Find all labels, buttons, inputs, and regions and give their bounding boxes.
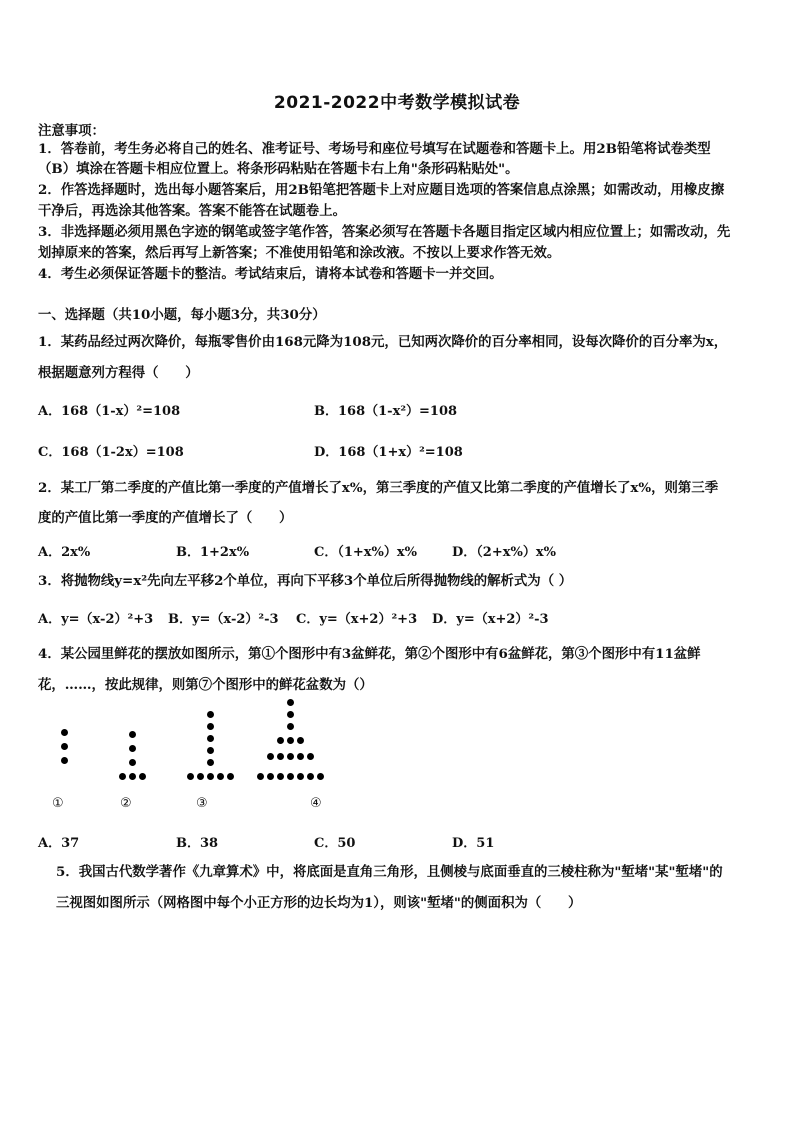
option-b: B．38 <box>176 836 219 851</box>
figure-label: ② <box>120 796 132 811</box>
flower-dot <box>267 773 274 780</box>
option-b: B．y=（x-2）²-3 <box>168 612 279 627</box>
flower-dot <box>277 773 284 780</box>
notes-line: 3．非选择题必须用黑色字迹的钢笔或签字笔作答，答案必须写在答题卡各题目指定区域内相应位置上；如需改动，先 <box>38 224 731 240</box>
flower-dot <box>129 731 136 738</box>
flower-dot <box>267 753 274 760</box>
flower-dot <box>207 759 214 766</box>
figure-label: ④ <box>310 796 322 811</box>
notes-line: 划掉原来的答案，然后再写上新答案；不准使用铅笔和涂改液。不按以上要求作答无效。 <box>38 245 561 261</box>
notes-line: 2．作答选择题时，选出每小题答案后，用2B铅笔把答题卡上对应题目选项的答案信息点涂黑；如需改动，用橡皮擦 <box>38 182 725 198</box>
flower-dot <box>217 773 224 780</box>
flower-dot <box>297 773 304 780</box>
notes-line: 4．考生必须保证答题卡的整洁。考试结束后，请将本试卷和答题卡一并交回。 <box>38 266 503 282</box>
flower-dot <box>297 737 304 744</box>
flower-dot <box>207 723 214 730</box>
flower-dot <box>139 773 146 780</box>
notes-line: （B）填涂在答题卡相应位置上。将条形码粘贴在答题卡右上角"条形码粘贴处"。 <box>38 161 519 177</box>
option-a: A．y=（x-2）²+3 <box>38 612 154 627</box>
page-title: 2021-2022中考数学模拟试卷 <box>273 93 521 113</box>
flower-dot <box>277 737 284 744</box>
flower-dot <box>119 773 126 780</box>
flower-dot <box>287 711 294 718</box>
option-d: D．168（1+x）²=108 <box>314 445 463 460</box>
question-text: 4．某公园里鲜花的摆放如图所示，第①个图形中有3盆鲜花，第②个图形中有6盆鲜花，第③个图形中有11盆鲜 <box>38 646 701 662</box>
flower-dot <box>317 773 324 780</box>
flower-dot <box>207 773 214 780</box>
flower-dot <box>287 699 294 706</box>
question-text: 根据题意列方程得（ ） <box>38 365 199 381</box>
option-c: C．y=（x+2）²+3 <box>296 612 418 627</box>
flower-dot <box>61 729 68 736</box>
flower-dot <box>307 753 314 760</box>
question-text: 度的产值比第一季度的产值增长了（ ） <box>38 510 293 526</box>
notes-heading: 注意事项： <box>38 123 105 139</box>
option-a: A．2x% <box>38 545 91 560</box>
flower-dot <box>207 711 214 718</box>
question-text: 1．某药品经过两次降价，每瓶零售价由168元降为108元，已知两次降价的百分率相同，设每次降价的百分率为x， <box>38 334 728 350</box>
flower-dot <box>287 773 294 780</box>
option-a: A．168（1-x）²=108 <box>38 404 181 419</box>
flower-dot <box>197 773 204 780</box>
option-c: C．50 <box>314 836 356 851</box>
question-text: 花，……，按此规律，则第⑦个图形中的鲜花盆数为（） <box>38 677 373 693</box>
flower-dot <box>207 735 214 742</box>
notes-line: 1．答卷前，考生务必将自己的姓名、准考证号、考场号和座位号填写在试题卷和答题卡上。用2B铅笔将试卷类型 <box>38 141 711 157</box>
figure-label: ① <box>52 796 64 811</box>
flower-dot <box>257 773 264 780</box>
option-a: A．37 <box>38 836 80 851</box>
flower-dot <box>287 753 294 760</box>
flower-dot <box>277 753 284 760</box>
notes-line: 干净后，再选涂其他答案。答案不能答在试题卷上。 <box>38 203 346 219</box>
option-d: D．y=（x+2）²-3 <box>432 612 549 627</box>
flower-dot <box>207 747 214 754</box>
flower-dot <box>227 773 234 780</box>
flower-dot <box>187 773 194 780</box>
flower-dot <box>129 759 136 766</box>
flower-dot <box>129 745 136 752</box>
section-heading: 一、选择题（共10小题，每小题3分，共30分） <box>38 307 326 323</box>
option-c: C．168（1-2x）=108 <box>38 445 184 460</box>
flower-dot <box>287 737 294 744</box>
flower-dot <box>307 773 314 780</box>
flower-dot <box>61 757 68 764</box>
option-b: B．1+2x% <box>176 545 250 560</box>
option-b: B．168（1-x²）=108 <box>314 404 458 419</box>
question-text: 三视图如图所示（网格图中每个小正方形的边长均为1），则该"堑堵"的侧面积为（ ） <box>56 895 582 911</box>
flower-dot <box>129 773 136 780</box>
option-c: C．（1+x%）x% <box>314 545 417 560</box>
figure-label: ③ <box>196 796 208 811</box>
flower-dot <box>61 743 68 750</box>
option-d: D．（2+x%）x% <box>452 545 556 560</box>
question-text: 2．某工厂第二季度的产值比第一季度的产值增长了x%，第三季度的产值又比第二季度的产值增长了x%，则第三季 <box>38 480 719 496</box>
option-d: D．51 <box>452 836 495 851</box>
flower-pattern-figure <box>40 700 370 820</box>
flower-dot <box>297 753 304 760</box>
question-text: 3．将抛物线y=x²先向左平移2个单位，再向下平移3个单位后所得抛物线的解析式为（ ） <box>38 573 573 589</box>
question-text: 5．我国古代数学著作《九章算术》中，将底面是直角三角形，且侧棱与底面垂直的三棱柱称为"堑堵"某"堑堵"的 <box>56 864 723 880</box>
flower-dot <box>287 723 294 730</box>
